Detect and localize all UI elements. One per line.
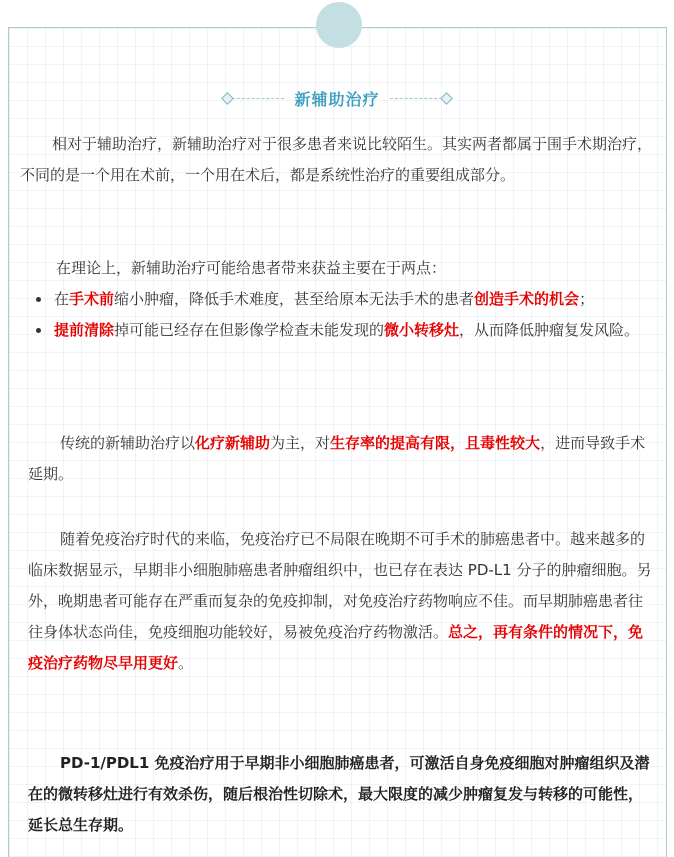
bullet2-highlight-a: 提前清除 xyxy=(54,321,115,339)
p3-highlight-b: 生存率的提高有限，且毒性较大 xyxy=(330,434,541,452)
diamond-left-icon xyxy=(222,92,235,105)
bullet2-highlight-b: 微小转移灶 xyxy=(384,321,460,339)
p4-highlight: 总之，再有条件的情况下，免疫治疗药物尽早用更好 xyxy=(28,623,644,672)
p3-text-b: 为主，对 xyxy=(270,434,331,452)
p3-highlight-a: 化疗新辅助 xyxy=(195,434,271,452)
paragraph-intro: 相对于辅助治疗，新辅助治疗对于很多患者来说比较陌生。其实两者都属于围手术期治疗，不同的是一个用在术前，一个用在术后，都是系统性治疗的重要组成部分。 xyxy=(20,135,653,184)
paragraph-theory: 在理论上，新辅助治疗可能给患者带来获益主要在于两点： xyxy=(56,259,447,277)
diamond-right-icon xyxy=(440,92,453,105)
bullet1-highlight-b: 创造手术的机会 xyxy=(474,290,580,308)
paragraph-immunotherapy xyxy=(28,524,652,679)
dash-left-divider xyxy=(232,98,284,99)
bullet1-text-c: ； xyxy=(579,290,595,308)
list-item xyxy=(36,284,652,315)
p4-text-b: 。 xyxy=(178,654,194,672)
list-item xyxy=(36,315,652,346)
section-header xyxy=(0,86,674,110)
benefits-list xyxy=(36,284,652,346)
bullet1-text-a: 在 xyxy=(54,290,70,308)
decorative-circle xyxy=(316,2,362,48)
section-title: 新辅助治疗 xyxy=(294,89,380,109)
paragraph-traditional xyxy=(28,428,654,490)
bullet1-text-b: 缩小肿瘤，降低手术难度，甚至给原本无法手术的患者 xyxy=(114,290,475,308)
bullet1-highlight-a: 手术前 xyxy=(69,290,115,308)
dash-right-divider xyxy=(390,98,442,99)
p4-text-a: 随着免疫治疗时代的来临，免疫治疗已不局限在晚期不可手术的肺癌患者中。越来越多的临床数据显示，早期非小细胞肺癌患者肿瘤组织中，也已存在表达 PD-L1 分子的肿瘤细胞。另外，晚期患者可能存在严重而复杂的免疫抑制，对免疫治疗药物响应不佳。而早期肺癌患者往往身体状态尚佳，免疫细胞功能较好，易被免疫治疗药物激活。 xyxy=(28,530,652,641)
p3-text-c: ，进而导致手术延期。 xyxy=(28,434,646,483)
p3-text-a: 传统的新辅助治疗以 xyxy=(60,434,196,452)
bullet2-text-b: ，从而降低肿瘤复发风险。 xyxy=(459,321,640,339)
paragraph-pd1-summary: PD-1/PDL1 免疫治疗用于早期非小细胞肺癌患者，可激活自身免疫细胞对肿瘤组织及潜在的微转移灶进行有效杀伤，随后根治性切除术，最大限度的减少肿瘤复发与转移的可能性，延长总生存期。 xyxy=(28,754,650,834)
bullet2-text-a: 掉可能已经存在但影像学检查未能发现的 xyxy=(114,321,385,339)
